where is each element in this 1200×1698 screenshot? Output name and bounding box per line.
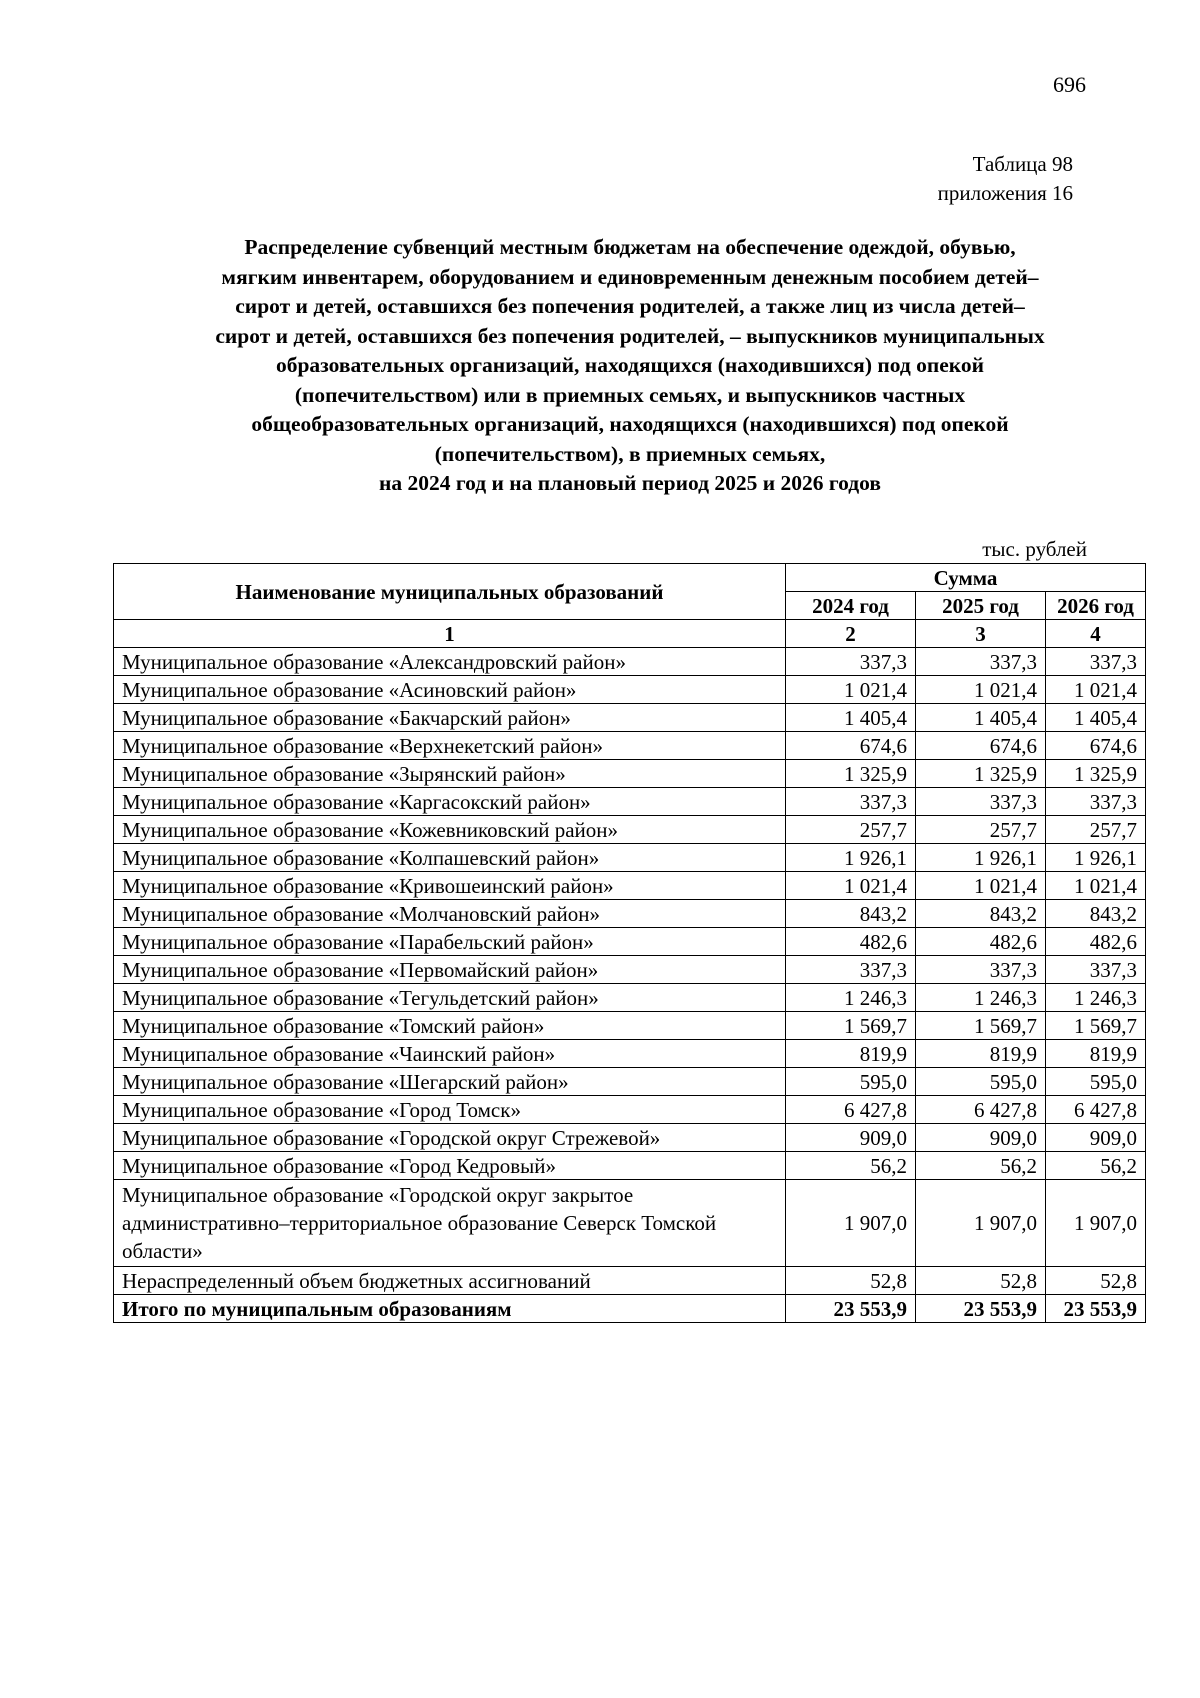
table-row (114, 872, 1146, 900)
municipality-name: Муниципальное образование «Чаинский район» (114, 1040, 786, 1068)
title-line: сирот и детей, оставшихся без попечения родителей, – выпускников муниципальных (215, 323, 1045, 348)
column-index: 3 (916, 620, 1046, 648)
value-2024: 1 021,4 (786, 872, 916, 900)
municipality-name: Муниципальное образование «Город Кедровый» (114, 1152, 786, 1180)
value-2024: 257,7 (786, 816, 916, 844)
table-row (114, 956, 1146, 984)
value-2025: 909,0 (916, 1124, 1046, 1152)
value-2026: 843,2 (1046, 900, 1146, 928)
header-year-2024: 2024 год (786, 592, 916, 620)
value-2026: 1 246,3 (1046, 984, 1146, 1012)
value-2026: 56,2 (1046, 1152, 1146, 1180)
table-row (114, 1068, 1146, 1096)
value-2024: 843,2 (786, 900, 916, 928)
table-reference (938, 150, 1073, 208)
value-2026: 595,0 (1046, 1068, 1146, 1096)
municipality-name: Муниципальное образование «Парабельский район» (114, 928, 786, 956)
value-2024: 595,0 (786, 1068, 916, 1096)
value-2024: 1 405,4 (786, 704, 916, 732)
table-row (114, 1152, 1146, 1180)
value-2025: 52,8 (916, 1267, 1046, 1295)
value-2026: 1 325,9 (1046, 760, 1146, 788)
table-row (114, 1012, 1146, 1040)
table-row (114, 844, 1146, 872)
subvention-table (113, 563, 1146, 1323)
value-2024: 56,2 (786, 1152, 916, 1180)
value-2024: 1 246,3 (786, 984, 916, 1012)
value-2025: 1 246,3 (916, 984, 1046, 1012)
value-2024: 674,6 (786, 732, 916, 760)
municipality-name: Муниципальное образование «Городской округ закрытое административно–территориальное образование Северск Томской области» (114, 1180, 786, 1267)
value-2026: 482,6 (1046, 928, 1146, 956)
column-index: 2 (786, 620, 916, 648)
value-2025: 819,9 (916, 1040, 1046, 1068)
value-2025: 1 907,0 (916, 1180, 1046, 1267)
value-2026: 337,3 (1046, 788, 1146, 816)
municipality-name: Муниципальное образование «Кривошеинский район» (114, 872, 786, 900)
appendix-number: приложения 16 (937, 181, 1073, 205)
municipality-name: Муниципальное образование «Бакчарский район» (114, 704, 786, 732)
table-row (114, 760, 1146, 788)
municipality-name: Муниципальное образование «Кожевниковский район» (114, 816, 786, 844)
units-label: тыс. рублей (982, 537, 1087, 561)
header-year-2025: 2025 год (916, 592, 1046, 620)
value-2025: 1 569,7 (916, 1012, 1046, 1040)
municipality-name: Муниципальное образование «Асиновский район» (114, 676, 786, 704)
table-row (114, 788, 1146, 816)
value-2024: 337,3 (786, 956, 916, 984)
value-2024: 1 569,7 (786, 1012, 916, 1040)
table-row (114, 984, 1146, 1012)
table-row (114, 648, 1146, 676)
value-2026: 1 021,4 (1046, 872, 1146, 900)
value-2026: 52,8 (1046, 1267, 1146, 1295)
total-label: Итого по муниципальным образованиям (114, 1295, 786, 1323)
value-2025: 337,3 (916, 956, 1046, 984)
value-2026: 337,3 (1046, 956, 1146, 984)
document-title (110, 233, 1150, 499)
value-2024: 819,9 (786, 1040, 916, 1068)
table-number: Таблица 98 (972, 152, 1073, 176)
title-line: мягким инвентарем, оборудованием и единовременным денежным пособием детей– (221, 264, 1039, 289)
municipality-name: Муниципальное образование «Александровский район» (114, 648, 786, 676)
header-sum: Сумма (786, 564, 1146, 592)
header-year-2026: 2026 год (1046, 592, 1146, 620)
value-2026: 674,6 (1046, 732, 1146, 760)
value-2026: 1 021,4 (1046, 676, 1146, 704)
value-2024: 52,8 (786, 1267, 916, 1295)
total-2025: 23 553,9 (916, 1295, 1046, 1323)
value-2026: 1 907,0 (1046, 1180, 1146, 1267)
value-2025: 337,3 (916, 648, 1046, 676)
table-row (114, 928, 1146, 956)
municipality-name: Нераспределенный объем бюджетных ассигнований (114, 1267, 786, 1295)
value-2025: 1 926,1 (916, 844, 1046, 872)
column-index: 1 (114, 620, 786, 648)
value-2025: 1 325,9 (916, 760, 1046, 788)
municipality-name: Муниципальное образование «Молчановский район» (114, 900, 786, 928)
value-2025: 6 427,8 (916, 1096, 1046, 1124)
value-2024: 6 427,8 (786, 1096, 916, 1124)
municipality-name: Муниципальное образование «Томский район» (114, 1012, 786, 1040)
value-2025: 482,6 (916, 928, 1046, 956)
value-2026: 1 405,4 (1046, 704, 1146, 732)
value-2024: 337,3 (786, 788, 916, 816)
table-row (114, 732, 1146, 760)
value-2025: 257,7 (916, 816, 1046, 844)
column-index: 4 (1046, 620, 1146, 648)
table-row (114, 1124, 1146, 1152)
title-line: сирот и детей, оставшихся без попечения родителей, а также лиц из числа детей– (235, 294, 1025, 318)
table-row (114, 1096, 1146, 1124)
total-2024: 23 553,9 (786, 1295, 916, 1323)
value-2024: 1 907,0 (786, 1180, 916, 1267)
value-2025: 337,3 (916, 788, 1046, 816)
municipality-name: Муниципальное образование «Верхнекетский район» (114, 732, 786, 760)
table-row (114, 1267, 1146, 1295)
value-2025: 843,2 (916, 900, 1046, 928)
header-municipality-name: Наименование муниципальных образований (114, 564, 786, 620)
value-2024: 1 926,1 (786, 844, 916, 872)
value-2024: 337,3 (786, 648, 916, 676)
value-2026: 1 569,7 (1046, 1012, 1146, 1040)
value-2025: 1 405,4 (916, 704, 1046, 732)
value-2026: 6 427,8 (1046, 1096, 1146, 1124)
table-row (114, 676, 1146, 704)
title-line: образовательных организаций, находящихся (находившихся) под опекой (275, 353, 985, 377)
value-2025: 1 021,4 (916, 676, 1046, 704)
value-2026: 819,9 (1046, 1040, 1146, 1068)
value-2025: 1 021,4 (916, 872, 1046, 900)
municipality-name: Муниципальное образование «Шегарский район» (114, 1068, 786, 1096)
table-row (114, 900, 1146, 928)
municipality-name: Муниципальное образование «Тегульдетский район» (114, 984, 786, 1012)
title-line: общеобразовательных организаций, находящихся (находившихся) под опекой (251, 412, 1009, 436)
municipality-name: Муниципальное образование «Колпашевский район» (114, 844, 786, 872)
table-row (114, 1180, 1146, 1267)
value-2025: 595,0 (916, 1068, 1046, 1096)
value-2024: 1 021,4 (786, 676, 916, 704)
total-row (114, 1295, 1146, 1323)
value-2026: 909,0 (1046, 1124, 1146, 1152)
value-2024: 482,6 (786, 928, 916, 956)
title-line: (попечительством) или в приемных семьях, и выпускников частных (294, 382, 966, 407)
municipality-name: Муниципальное образование «Город Томск» (114, 1096, 786, 1124)
total-2026: 23 553,9 (1046, 1295, 1146, 1323)
value-2024: 909,0 (786, 1124, 916, 1152)
municipality-name: Муниципальное образование «Городской округ Стрежевой» (114, 1124, 786, 1152)
title-line: (попечительством), в приемных семьях, (434, 441, 826, 466)
title-line: Распределение субвенций местным бюджетам на обеспечение одеждой, обувью, (244, 235, 1016, 259)
value-2026: 257,7 (1046, 816, 1146, 844)
table-row (114, 704, 1146, 732)
table-row (114, 1040, 1146, 1068)
municipality-name: Муниципальное образование «Первомайский район» (114, 956, 786, 984)
value-2026: 337,3 (1046, 648, 1146, 676)
value-2025: 674,6 (916, 732, 1046, 760)
value-2024: 1 325,9 (786, 760, 916, 788)
municipality-name: Муниципальное образование «Каргасокский район» (114, 788, 786, 816)
value-2026: 1 926,1 (1046, 844, 1146, 872)
title-line: на 2024 год и на плановый период 2025 и 2026 годов (379, 471, 881, 495)
table-row (114, 816, 1146, 844)
value-2025: 56,2 (916, 1152, 1046, 1180)
column-index-row (114, 620, 1146, 648)
municipality-name: Муниципальное образование «Зырянский район» (114, 760, 786, 788)
page-number: 696 (1053, 72, 1086, 97)
